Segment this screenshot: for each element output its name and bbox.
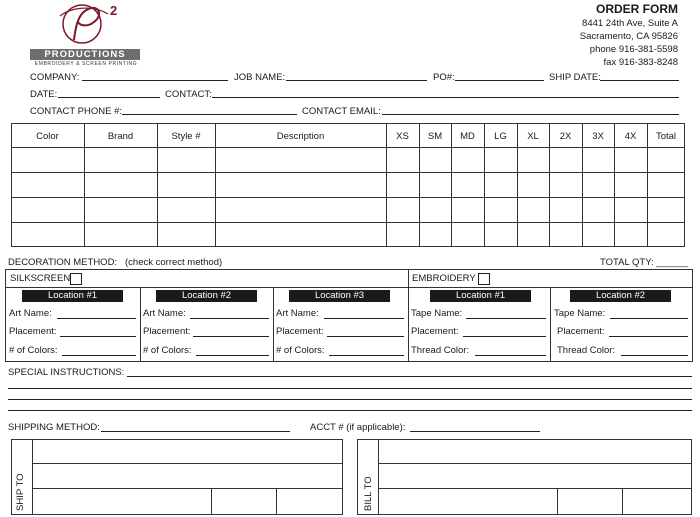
col-description: Description (276, 131, 325, 142)
emb2-thread-color-field[interactable] (621, 355, 688, 356)
phone: phone 916-381-5598 (589, 44, 678, 55)
col-total: Total (655, 131, 677, 142)
po-label: PO#: (433, 72, 455, 83)
silk2-colors-label: # of Colors: (143, 345, 192, 356)
silk2-colors-field[interactable] (196, 355, 269, 356)
ship-to-box (11, 439, 343, 515)
special-instructions-line-2[interactable] (8, 388, 692, 389)
emb2-placement-label: Placement: (557, 326, 605, 337)
contact-phone-field[interactable] (122, 114, 297, 115)
logo-tagline: EMBROIDERY & SCREEN PRINTING (34, 61, 138, 67)
col-color: Color (36, 131, 59, 142)
contact-field[interactable] (212, 97, 679, 98)
shipping-method-field[interactable] (101, 431, 290, 432)
job-name-label: JOB NAME: (234, 72, 286, 83)
silk1-colors-label: # of Colors: (9, 345, 58, 356)
emb1-thread-color-label: Thread Color: (411, 345, 470, 356)
special-instructions-line-3[interactable] (8, 399, 692, 400)
silkscreen-checkbox[interactable] (70, 273, 82, 285)
logo-superscript: 2 (110, 3, 118, 18)
company-label: COMPANY: (30, 72, 80, 83)
silk2-placement-field[interactable] (193, 336, 269, 337)
special-instructions-line-1[interactable] (127, 376, 692, 377)
po-field[interactable] (455, 80, 544, 81)
date-field[interactable] (58, 97, 160, 98)
col-xl: XL (527, 131, 539, 142)
emb-location-1: Location #1 (430, 290, 531, 302)
emb1-tape-name-label: Tape Name: (411, 308, 463, 319)
logo-monogram-icon (30, 2, 142, 50)
emb2-tape-name-label: Tape Name: (554, 308, 606, 319)
emb2-tape-name-field[interactable] (610, 318, 688, 319)
logo (30, 2, 142, 68)
contact-phone-label: CONTACT PHONE #: (30, 106, 123, 117)
total-qty: TOTAL QTY: ______ (599, 257, 688, 268)
col-4x: 4X (624, 131, 637, 142)
decoration-hint: (check correct method) (125, 257, 223, 268)
col-style: Style # (171, 131, 201, 142)
special-instructions-label: SPECIAL INSTRUCTIONS: (8, 367, 125, 378)
address-line-2: Sacramento, CA 95826 (579, 31, 678, 42)
silk-location-3: Location #3 (289, 290, 390, 302)
col-brand: Brand (107, 131, 134, 142)
silk3-placement-label: Placement: (276, 326, 324, 337)
silk1-placement-label: Placement: (9, 326, 57, 337)
bill-to-label: BILL TO (363, 476, 374, 511)
acct-label: ACCT # (if applicable): (310, 422, 406, 433)
silk3-art-name-label: Art Name: (276, 308, 319, 319)
fax: fax 916-383-8248 (603, 57, 678, 68)
embroidery-label: EMBROIDERY (412, 273, 476, 284)
job-name-field[interactable] (286, 80, 427, 81)
date-label: DATE: (30, 89, 58, 100)
col-2x: 2X (559, 131, 572, 142)
ship-to-label: SHIP TO (15, 473, 26, 511)
silk3-art-name-field[interactable] (324, 318, 404, 319)
logo-name: PRODUCTIONS (30, 49, 140, 60)
embroidery-checkbox[interactable] (478, 273, 490, 285)
acct-field[interactable] (410, 431, 540, 432)
order-form-title: ORDER FORM (596, 2, 678, 16)
col-3x: 3X (592, 131, 604, 142)
silk1-colors-field[interactable] (62, 355, 136, 356)
col-sm: SM (427, 131, 443, 142)
emb1-placement-label: Placement: (411, 326, 459, 337)
decoration-method-label: DECORATION METHOD: (8, 257, 118, 268)
ship-date-label: SHIP DATE: (549, 72, 601, 83)
silk3-colors-field[interactable] (329, 355, 404, 356)
shipping-method-label: SHIPPING METHOD: (8, 422, 100, 433)
silk1-art-name-field[interactable] (57, 318, 136, 319)
contact-email-label: CONTACT EMAIL: (302, 106, 381, 117)
silk3-placement-field[interactable] (327, 336, 404, 337)
emb1-thread-color-field[interactable] (475, 355, 546, 356)
silk1-art-name-label: Art Name: (9, 308, 52, 319)
silk2-art-name-label: Art Name: (143, 308, 186, 319)
bill-to-box (357, 439, 692, 515)
emb2-thread-color-label: Thread Color: (557, 345, 616, 356)
silkscreen-label: SILKSCREEN (10, 273, 71, 284)
silk3-colors-label: # of Colors: (276, 345, 325, 356)
col-xs: XS (396, 131, 409, 142)
ship-date-field[interactable] (600, 80, 679, 81)
col-md: MD (460, 131, 475, 142)
silk1-placement-field[interactable] (60, 336, 136, 337)
emb1-placement-field[interactable] (463, 336, 546, 337)
emb2-placement-field[interactable] (609, 336, 688, 337)
silk2-placement-label: Placement: (143, 326, 191, 337)
contact-email-field[interactable] (382, 114, 679, 115)
col-lg: LG (494, 131, 507, 142)
silk2-art-name-field[interactable] (190, 318, 269, 319)
contact-label: CONTACT: (165, 89, 212, 100)
silk-location-1: Location #1 (22, 290, 123, 302)
silk-location-2: Location #2 (156, 290, 257, 302)
company-field[interactable] (82, 80, 228, 81)
emb-location-2: Location #2 (570, 290, 671, 302)
special-instructions-line-4[interactable] (8, 410, 692, 411)
address-line-1: 8441 24th Ave, Suite A (582, 18, 678, 29)
emb1-tape-name-field[interactable] (466, 318, 546, 319)
